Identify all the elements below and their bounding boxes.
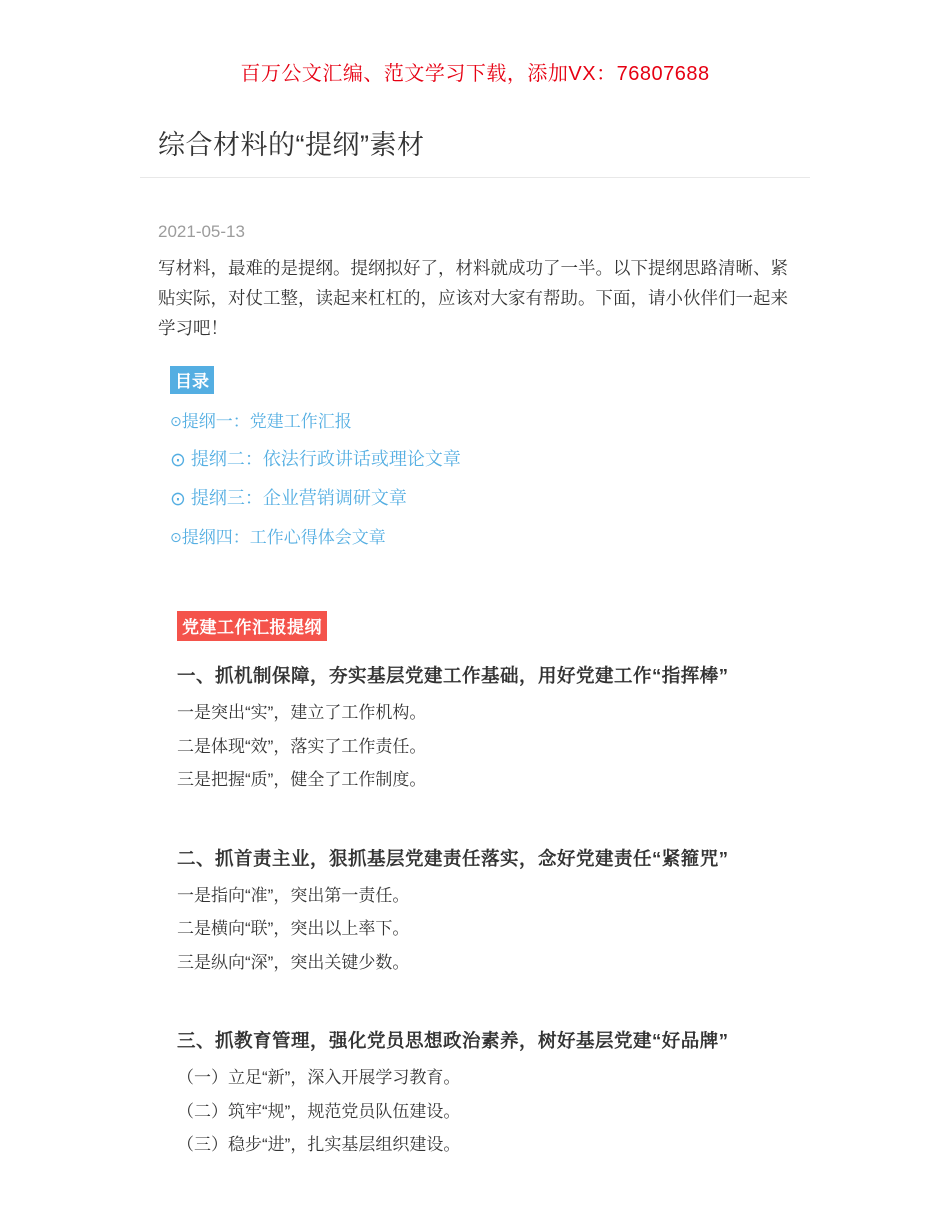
toc-link-outline-2[interactable] (170, 445, 810, 471)
page-title: 综合材料的“提纲”素材 (158, 130, 425, 160)
section-3-lines (177, 1061, 810, 1162)
outline-section-1 (177, 662, 810, 797)
section-1-heading: 一、抓机制保障，夯实基层党建工作基础，用好党建工作“指挥棒” (177, 665, 729, 686)
bullet-dot-icon: ⊙ (170, 529, 182, 545)
toc-link-label: 提纲二：依法行政讲话或理论文章 (190, 449, 461, 469)
publish-date: 2021-05-13 (158, 222, 245, 241)
outline-line: （一）立足“新”，深入开展学习教育。 (177, 1068, 461, 1087)
section-3-heading: 三、抓教育管理，强化党员思想政治素养，树好基层党建“好品牌” (177, 1030, 729, 1051)
outline-line: 一是突出“实”，建立了工作机构。 (177, 703, 427, 722)
outline-section-2 (177, 845, 810, 980)
toc-list (170, 407, 810, 548)
outline-line: （三）稳步“进”，扎实基层组织建设。 (177, 1135, 461, 1154)
intro-paragraph: 写材料，最难的是提纲。提纲拟好了，材料就成功了一半。以下提纲思路清晰、紧贴实际，对仗工整，读起来杠杠的，应该对大家有帮助。下面，请小伙伴们一起来学习吧！ (158, 258, 788, 338)
bullet-dot-icon: ⊙ (170, 450, 186, 471)
toc-link-outline-4[interactable] (170, 523, 810, 548)
section-2-lines (177, 879, 810, 980)
table-of-contents (170, 366, 810, 548)
section-2-heading: 二、抓首责主业，狠抓基层党建责任落实，念好党建责任“紧箍咒” (177, 847, 729, 869)
title-divider (140, 177, 810, 178)
outline-line: 二是横向“联”，突出以上率下。 (177, 919, 410, 938)
outline-line: 三是纵向“深”，突出关键少数。 (177, 952, 410, 972)
toc-link-outline-1[interactable] (170, 407, 810, 432)
promo-notice: 百万公文汇编、范文学习下载，添加VX：76807688 (240, 63, 710, 85)
outline-line: （二）筑牢“规”，规范党员队伍建设。 (177, 1101, 461, 1121)
toc-link-outline-3[interactable] (170, 484, 810, 510)
toc-link-label: 提纲一：党建工作汇报 (181, 412, 352, 431)
toc-link-label: 提纲三：企业营销调研文章 (190, 488, 407, 508)
toc-link-label: 提纲四：工作心得体会文章 (181, 528, 386, 547)
section-1-lines (177, 696, 810, 797)
article-body (177, 611, 810, 1162)
outline-line: 三是把握“质”，健全了工作制度。 (177, 770, 427, 789)
bullet-dot-icon: ⊙ (170, 413, 182, 429)
outline-line: 二是体现“效”，落实了工作责任。 (177, 736, 427, 756)
toc-title-badge: 目录 (170, 366, 214, 394)
section-badge: 党建工作汇报提纲 (177, 611, 327, 641)
outline-section-3 (177, 1027, 810, 1162)
outline-line: 一是指向“准”，突出第一责任。 (177, 885, 410, 905)
bullet-dot-icon: ⊙ (170, 489, 186, 510)
article (140, 123, 810, 1162)
